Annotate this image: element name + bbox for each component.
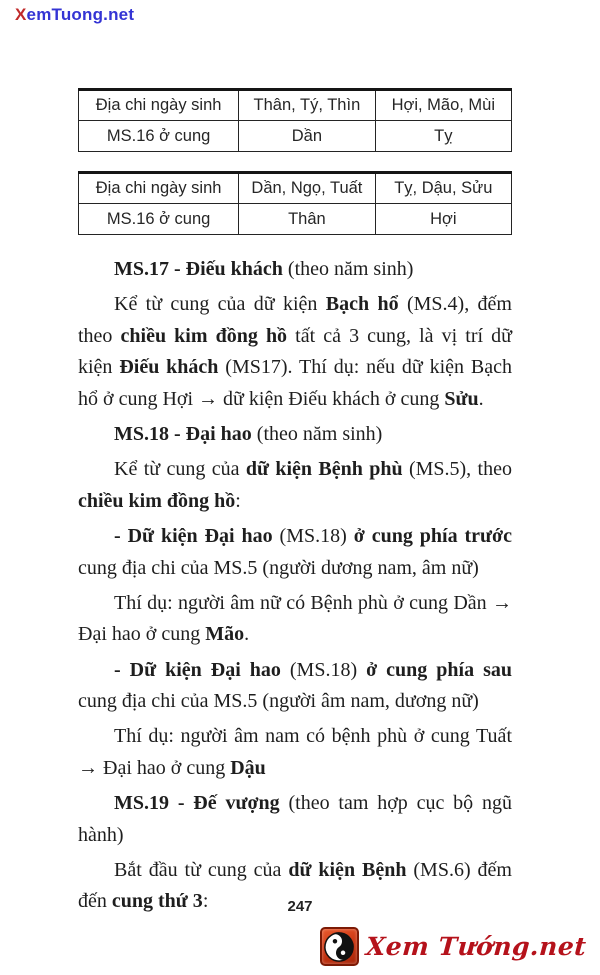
text-run: (MS.18) [280, 658, 367, 681]
text-run: . [244, 623, 250, 646]
text-run: (theo năm sinh) [251, 422, 383, 445]
text-run: (MS.6) đếm đến [78, 859, 512, 913]
text-run: . [478, 387, 484, 410]
text-run: chiều kim đồng hồ [120, 324, 288, 347]
site-logo-link[interactable] [15, 5, 134, 25]
text-run: Kể từ cung của [114, 458, 246, 481]
page-content [78, 88, 512, 922]
text-run: Mão [205, 623, 245, 646]
page-number: 247 [287, 898, 313, 915]
text-run: cung địa chi của MS.5 (người dương nam, âm nữ) [78, 556, 479, 579]
paragraph [78, 521, 512, 584]
text-run: tất cả 3 cung, là vị trí dữ kiện [78, 324, 512, 379]
table-row [79, 121, 512, 152]
table-body [79, 90, 512, 152]
text-run: : [202, 890, 209, 913]
text-run: Bắt đầu từ cung của [114, 859, 289, 882]
table-row [79, 173, 512, 204]
ms16-day-branch-table-1 [78, 88, 512, 152]
table-row [79, 204, 512, 235]
section-heading [78, 419, 512, 450]
table-cell: MS.16 ở cung [79, 121, 239, 152]
text-run: (theo năm sinh) [282, 258, 414, 280]
text-run: (MS.18) [272, 525, 354, 548]
text-run: ở cung phía trước [353, 525, 512, 548]
text-run: ở cung phía sau [366, 658, 512, 681]
footer-logo [320, 927, 586, 966]
text-run: Thí dụ: người âm nam có bệnh phù ở cung Tuất → Đại hao ở cung [78, 725, 512, 779]
text-run: - Dữ kiện Đại hao [114, 525, 273, 548]
table-body [79, 173, 512, 235]
table-cell: Thân [239, 204, 375, 235]
text-run: Dậu [230, 756, 266, 779]
text-run: cung địa chi của MS.5 (người âm nam, dương nữ) [78, 690, 479, 713]
text-run: Kể từ cung của dữ kiện [114, 293, 326, 316]
text-run: Sửu [444, 387, 479, 410]
paragraph [78, 289, 512, 415]
text-run: cung thứ 3 [111, 890, 203, 913]
paragraph [78, 721, 512, 784]
table-cell: Địa chi ngày sinh [79, 90, 239, 121]
text-run: Bạch hổ [325, 293, 399, 316]
table-cell: Dần [239, 121, 375, 152]
section-heading [78, 788, 512, 851]
text-run: chiều kim đồng hồ [78, 489, 236, 512]
table-cell: Dần, Ngọ, Tuất [239, 173, 375, 204]
text-run: MS.18 - Đại hao [114, 422, 252, 445]
text-run: (MS.4), đếm theo [78, 293, 512, 347]
ms16-day-branch-table-2 [78, 171, 512, 235]
table-row [79, 90, 512, 121]
text-run: (MS.5), theo [402, 458, 512, 481]
paragraph [78, 588, 512, 651]
table-cell: Hợi [375, 204, 511, 235]
text-run: (MS17). Thí dụ: nếu dữ kiện Bạch hổ ở cung Hợi → dữ kiện Điếu khách ở cung [78, 356, 512, 410]
text-body [78, 254, 512, 918]
text-run: - Dữ kiện Đại hao [114, 658, 281, 681]
table-cell: Thân, Tý, Thìn [239, 90, 375, 121]
text-run: : [235, 489, 241, 512]
footer-logo-text: Xem Tướng.net [364, 932, 588, 961]
text-run: dữ kiện Bệnh [288, 859, 407, 882]
table-cell: MS.16 ở cung [79, 204, 239, 235]
text-run: Thí dụ: người âm nữ có Bệnh phù ở cung Dần → Đại hao ở cung [78, 591, 512, 646]
table-cell: Tỵ [375, 121, 511, 152]
paragraph [78, 454, 512, 517]
text-run: (theo tam hợp cục bộ ngũ hành) [78, 792, 512, 846]
site-logo-prefix: X [15, 5, 27, 24]
text-run: MS.17 - Điếu khách [114, 258, 283, 280]
table-cell: Địa chi ngày sinh [79, 173, 239, 204]
text-run: MS.19 - Đế vượng [114, 792, 280, 815]
paragraph [78, 655, 512, 718]
site-logo-rest: emTuong.net [26, 5, 135, 24]
table-cell: Tỵ, Dậu, Sửu [375, 173, 511, 204]
table-cell: Hợi, Mão, Mùi [375, 90, 511, 121]
yin-yang-icon [320, 927, 359, 966]
text-run: dữ kiện Bệnh phù [245, 458, 403, 481]
section-heading [78, 254, 512, 285]
text-run: Điếu khách [119, 356, 219, 379]
